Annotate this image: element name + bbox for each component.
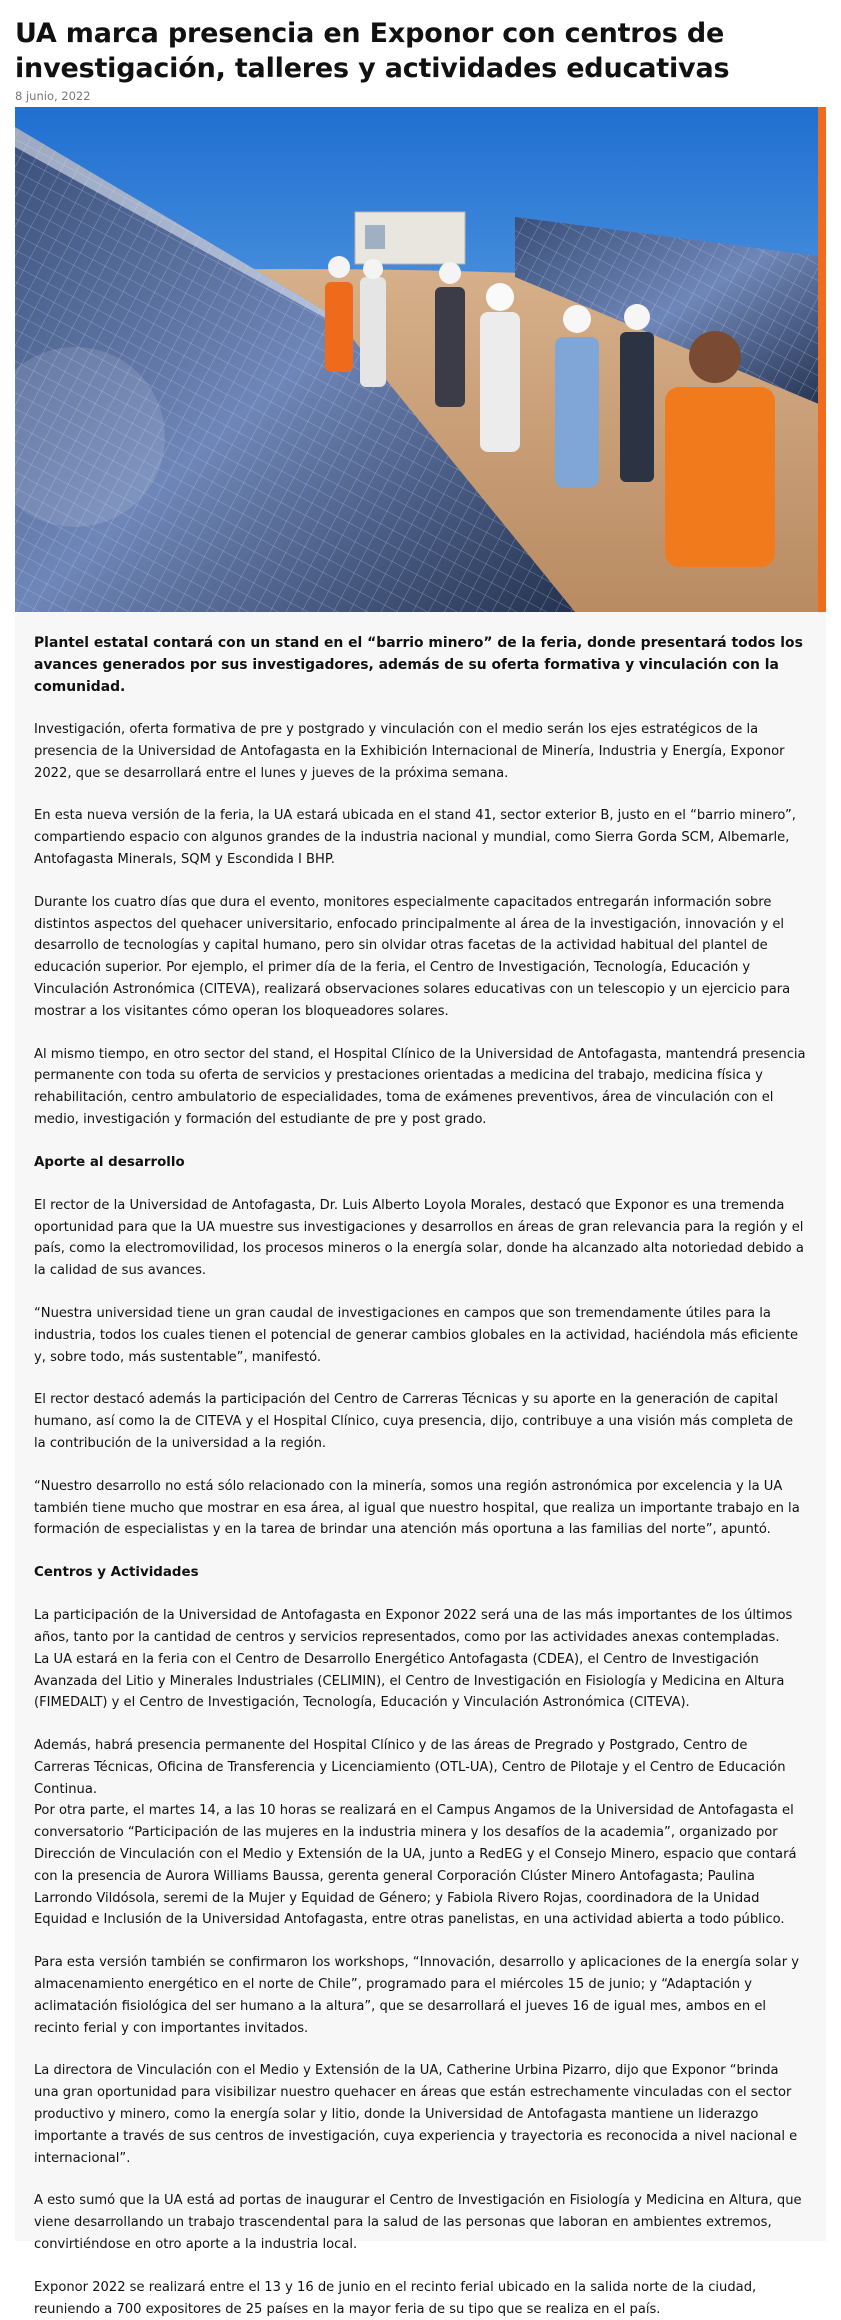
paragraph: El rector de la Universidad de Antofagasta, Dr. Luis Alberto Loyola Morales, destacó que Exponor es una tremenda oportunidad para que la UA muestre sus investigaciones y desarrollos en áreas de gran relevancia para la región y el país, como la electromovilidad, los procesos mineros o la energía solar, donde ha alcanzado alta notoriedad debido a la calidad de sus avances. <box>34 1197 804 1279</box>
paragraph: Investigación, oferta formativa de pre y postgrado y vinculación con el medio serán los ejes estratégicos de la presencia de la Universidad de Antofagasta en la Exhibición Internacional de Minería, Industria y Energía, Exponor 2022, que se desarrollará entre el lunes y jueves de la próxima semana. <box>34 722 785 781</box>
paragraph-line: Además, habrá presencia permanente del Hospital Clínico y de las áreas de Pregrado y Postgrado, Centro de Carreras Técnicas, Oficina de Transferencia y Licenciamiento (OTL-UA), Centro de Pilotaje y el Centro de Educación Continua. <box>34 1738 786 1797</box>
paragraph <box>34 1735 806 1931</box>
article-lead: Plantel estatal contará con un stand en el “barrio minero” de la feria, donde presentará todos los avances generados por sus investigadores, además de su oferta formativa y vinculación con la comunidad. <box>34 635 803 695</box>
paragraph: La directora de Vinculación con el Medio y Extensión de la UA, Catherine Urbina Pizarro, dijo que Exponor “brinda una gran oportunidad para visibilizar nuestro quehacer en áreas que están estrechamente vinculadas con el sector productivo y minero, como la energía solar y litio, donde la Universidad de Antofagasta mantiene un liderazgo importante a través de sus centros de investigación, cuya experiencia y trayectoria es reconocida a nivel nacional e internacional”. <box>34 2063 798 2166</box>
paragraph: En esta nueva versión de la feria, la UA estará ubicada en el stand 41, sector exterior B, justo en el “barrio minero”, compartiendo espacio con algunos grandes de la industria nacional y mundial, como Sierra Gorda SCM, Albemarle, Antofagasta Minerals, SQM y Escondida I BHP. <box>34 808 796 867</box>
article-photo <box>15 107 826 612</box>
section-heading: Aporte al desarrollo <box>34 1154 185 1170</box>
paragraph-line: mostrar a los visitantes cómo operan los bloqueadores solares. <box>34 1003 449 1019</box>
paragraph: A esto sumó que la UA está ad portas de inaugurar el Centro de Investigación en Fisiología y Medicina en Altura, que viene desarrollando un trabajo trascendental para la salud de las personas que laboran en ambientes extremos, convirtiéndose en otro aporte a la industria local. <box>34 2193 802 2253</box>
paragraph: Para esta versión también se confirmaron los workshops, “Innovación, desarrollo y aplicaciones de la energía solar y almacenamiento energético en el norte de Chile”, programado para el miércoles 15 de junio; y “Adaptación y aclimatación fisiológica del ser humano a la altura”, que se desarrollará el jueves 16 de igual mes, ambos en el recinto ferial y con importantes invitados. <box>34 1955 799 2036</box>
section-heading: Centros y Actividades <box>34 1565 199 1581</box>
paragraph <box>34 892 806 1023</box>
paragraph-line: La participación de la Universidad de Antofagasta en Exponor 2022 será una de las más importantes de los últimos años, tanto por la cantidad de centros y servicios representados, como por las actividades anexas contempladas. <box>34 1608 793 1645</box>
publish-date: 8 junio, 2022 <box>15 89 91 103</box>
article-title: UA marca presencia en Exponor con centros de investigación, talleres y actividades educativas <box>15 18 730 84</box>
paragraph: El rector destacó además la participación del Centro de Carreras Técnicas y su aporte en la generación de capital humano, así como la de CITEVA y el Hospital Clínico, cuya presencia, dijo, contribuye a una visión más completa de la contribución de la universidad a la región. <box>34 1392 794 1451</box>
accent-bar <box>818 107 826 612</box>
paragraph: Exponor 2022 se realizará entre el 13 y 16 de junio en el recinto ferial ubicado en la salida norte de la ciudad, reuniendo a 700 expositores de 25 países en la mayor feria de su tipo que se realiza en el país. <box>34 2279 757 2317</box>
solar-panels-image <box>15 107 826 612</box>
paragraph-line: Durante los cuatro días que dura el evento, monitores especialmente capacitados entregarán información sobre distintos aspectos del quehacer universitario, enfocado principalmente al área de la investigación, innovación y el desarrollo de tecnologías y capital humano, pero sin olvidar otras facetas de la actividad habitual del plantel de educación superior. Por ejemplo, el primer día de la feria, el Centro de Investigación, Tecnología, Educación y Vinculación Astronómica (CITEVA), realizará observaciones solares educativas con un telescopio y un ejercicio para <box>34 894 791 997</box>
paragraph: “Nuestro desarrollo no está sólo relacionado con la minería, somos una región astronómica por excelencia y la UA también tiene mucho que mostrar en esa área, al igual que nuestro hospital, que realiza un importante trabajo en la formación de especialistas y en la tarea de brindar una atención más oportuna a las familias del norte”, apuntó. <box>34 1478 800 1538</box>
paragraph-line: La UA estará en la feria con el Centro de Desarrollo Energético Antofagasta (CDEA), el Centro de Investigación Avanzada del Litio y Minerales Industriales (CELIMIN), el Centro de Investigación en Fisiología y Medicina en Altura (FIMEDALT) y el Centro de Investigación, Tecnología, Educación y Vinculación Astronómica (CITEVA). <box>34 1651 785 1711</box>
paragraph: Al mismo tiempo, en otro sector del stand, el Hospital Clínico de la Universidad de Antofagasta, mantendrá presencia permanente con toda su oferta de servicios y prestaciones orientadas a medicina del trabajo, medicina física y rehabilitación, centro ambulatorio de especialidades, toma de exámenes preventivos, área de vinculación con el medio, investigación y formación del estudiante de pre y post grado. <box>34 1046 806 1127</box>
paragraph: “Nuestra universidad tiene un gran caudal de investigaciones en campos que son tremendamente útiles para la industria, todos los cuales tienen el potencial de generar cambios globales en la actividad, haciéndola más eficiente y, sobre todo, más sustentable”, manifestó. <box>34 1305 799 1365</box>
paragraph-line: Por otra parte, el martes 14, a las 10 horas se realizará en el Campus Angamos de la Universidad de Antofagasta el conversatorio “Participación de las mujeres en la industria minera y los desafíos de la academia”, organizado por Dirección de Vinculación con el Medio y Extensión de la UA, junto a RedEG y el Consejo Minero, espacio que contará con la presencia de Aurora Williams Baussa, gerenta general Corporación Clúster Minero Antofagasta; Paulina Larrondo Vildósola, seremi de la Mujer y Equidad de Género; y Fabiola Rivero Rojas, coordinadora de la Unidad Equidad e Inclusión de la Universidad Antofagasta, entre otras panelistas, en una actividad abierta a todo público. <box>34 1803 797 1928</box>
article-body <box>15 612 826 2317</box>
paragraph <box>34 1605 806 1714</box>
